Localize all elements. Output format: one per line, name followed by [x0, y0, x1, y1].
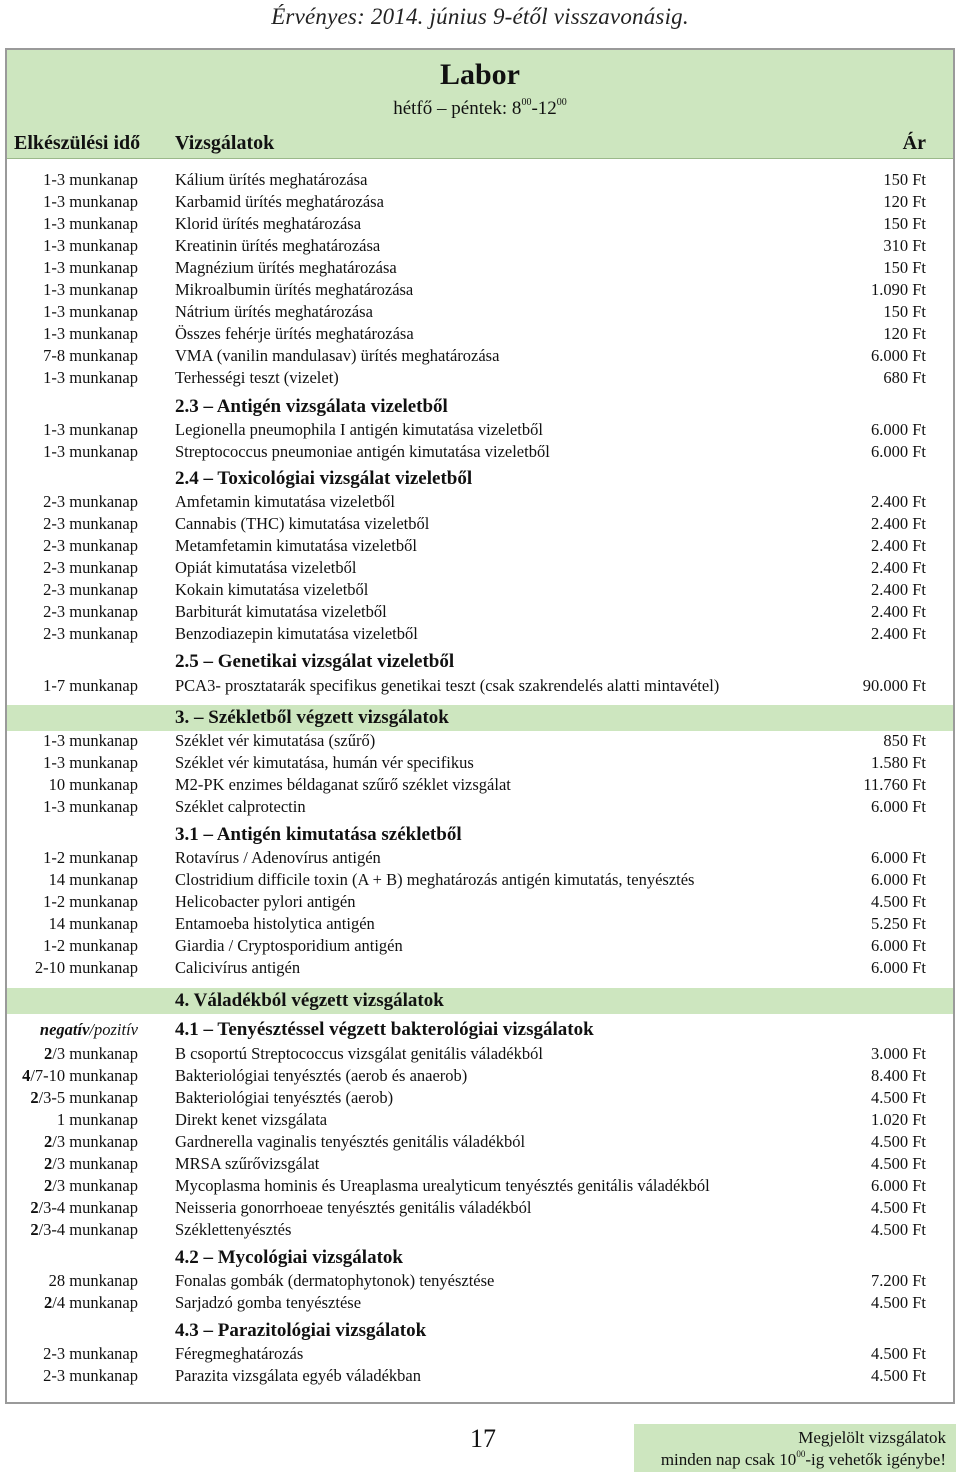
test-price: 1.580 Ft	[870, 753, 926, 772]
test-price: 4.500 Ft	[870, 1366, 926, 1385]
table-row	[0, 796, 960, 818]
test-price: 2.400 Ft	[870, 580, 926, 599]
test-price: 6.000 Ft	[870, 958, 926, 977]
turnaround-time: 1-3 munkanap	[43, 797, 138, 816]
table-row	[0, 169, 960, 191]
table-row	[0, 1153, 960, 1175]
table-row	[0, 1065, 960, 1087]
test-name: Kreatinin ürítés meghatározása	[175, 236, 381, 255]
section-title: 4.2 – Mycológiai vizsgálatok	[175, 1247, 403, 1268]
test-price: 2.400 Ft	[870, 492, 926, 511]
turnaround-time: 14 munkanap	[48, 870, 138, 889]
table-row	[0, 1292, 960, 1314]
turnaround-time: 1-3 munkanap	[43, 214, 138, 233]
turnaround-positive: 1 munkanap	[56, 1110, 138, 1129]
turnaround-positive: /3-4 munkanap	[38, 1220, 138, 1239]
turnaround-time: 1-3 munkanap	[43, 236, 138, 255]
turnaround-time	[49, 1270, 138, 1292]
test-name: Magnézium ürítés meghatározása	[175, 258, 397, 277]
table-row	[0, 869, 960, 891]
test-price: 1.020 Ft	[870, 1110, 926, 1129]
table-row	[0, 557, 960, 579]
test-price: 4.500 Ft	[870, 1132, 926, 1151]
column-header-test: Vizsgálatok	[175, 132, 275, 154]
column-header-price: Ár	[902, 132, 926, 154]
table-row	[0, 957, 960, 979]
table-row	[0, 257, 960, 279]
test-price: 4.500 Ft	[870, 1344, 926, 1363]
legend-negative: negatív	[39, 1020, 90, 1039]
test-price: 11.760 Ft	[863, 775, 926, 794]
turnaround-time: 10 munkanap	[48, 775, 138, 794]
test-name: MRSA szűrővizsgálat	[175, 1154, 320, 1173]
turnaround-negative: 2	[30, 1198, 39, 1217]
table-row	[0, 752, 960, 774]
test-name: Bakteriológiai tenyésztés (aerob)	[175, 1088, 394, 1107]
test-name: Terhességi teszt (vizelet)	[175, 368, 339, 387]
turnaround-time: 1-2 munkanap	[43, 936, 138, 955]
test-price: 6.000 Ft	[870, 420, 926, 439]
turnaround-time: 1-3 munkanap	[43, 280, 138, 299]
turnaround-time	[44, 1153, 138, 1175]
turnaround-time: 1-2 munkanap	[43, 848, 138, 867]
table-row	[0, 213, 960, 235]
test-name: Klorid ürítés meghatározása	[175, 214, 362, 233]
table-row	[0, 1365, 960, 1387]
table-row	[0, 491, 960, 513]
turnaround-time: 2-3 munkanap	[43, 602, 138, 621]
turnaround-time: 2-3 munkanap	[43, 492, 138, 511]
turnaround-time: 1-3 munkanap	[43, 324, 138, 343]
turnaround-time	[44, 1131, 138, 1153]
test-name: Amfetamin kimutatása vizeletből	[175, 492, 395, 511]
test-price: 150 Ft	[883, 258, 926, 277]
test-price: 4.500 Ft	[870, 1154, 926, 1173]
test-price: 6.000 Ft	[870, 797, 926, 816]
table-row	[0, 847, 960, 869]
test-name: Barbiturát kimutatása vizeletből	[175, 602, 387, 621]
validity-note: Érvényes: 2014. június 9-étől visszavonásig.	[271, 4, 689, 29]
test-name: Mikroalbumin ürítés meghatározása	[175, 280, 414, 299]
turnaround-positive: /3 munkanap	[52, 1154, 138, 1173]
test-name: Nátrium ürítés meghatározása	[175, 302, 373, 321]
test-name: Entamoeba histolytica antigén	[175, 914, 375, 933]
test-name: PCA3- prosztatarák specifikus genetikai teszt (csak szakrendelés alatti mintavétel)	[175, 676, 720, 695]
test-name: Benzodiazepin kimutatása vizeletből	[175, 624, 418, 643]
test-price: 1.090 Ft	[870, 280, 926, 299]
test-price: 150 Ft	[883, 214, 926, 233]
turnaround-time	[30, 1197, 138, 1219]
footer-note-line2: minden nap csak $10^{00}-ig$ vehetők igénybe!	[660, 1449, 946, 1469]
turnaround-positive: /3-5 munkanap	[38, 1088, 138, 1107]
turnaround-time: 2-3 munkanap	[43, 580, 138, 599]
turnaround-time: 2-3 munkanap	[43, 1366, 138, 1385]
test-name: Parazita vizsgálata egyéb váladékban	[175, 1366, 422, 1385]
test-name: Streptococcus pneumoniae antigén kimutatása vizeletből	[175, 442, 550, 461]
test-name: Sarjadzó gomba tenyésztése	[175, 1293, 362, 1312]
test-price: 4.500 Ft	[870, 1220, 926, 1239]
table-row	[0, 513, 960, 535]
test-price: 5.250 Ft	[870, 914, 926, 933]
test-price: 7.200 Ft	[870, 1271, 926, 1290]
test-name: Összes fehérje ürítés meghatározása	[175, 324, 414, 343]
test-name: Mycoplasma hominis és Ureaplasma urealyticum tenyésztés genitális váladékból	[175, 1176, 710, 1195]
test-price: 310 Ft	[883, 236, 926, 255]
turnaround-negative: 2	[30, 1220, 39, 1239]
table-row	[0, 891, 960, 913]
table-row	[0, 601, 960, 623]
test-name: Clostridium difficile toxin (A + B) meghatározás antigén kimutatás, tenyésztés	[175, 870, 695, 889]
section-title: 3. – Székletből végzett vizsgálatok	[175, 707, 449, 728]
section-title: 2.5 – Genetikai vizsgálat vizeletből	[175, 651, 455, 672]
table-row	[0, 1270, 960, 1292]
test-name: Féregmeghatározás	[175, 1344, 304, 1363]
turnaround-time	[44, 1175, 138, 1197]
test-name: Calicivírus antigén	[175, 958, 301, 977]
test-name: Széklet calprotectin	[175, 797, 306, 816]
table-row	[0, 913, 960, 935]
test-name: Fonalas gombák (dermatophytonok) tenyésztése	[175, 1271, 495, 1290]
turnaround-time: 2-3 munkanap	[43, 558, 138, 577]
turnaround-negative: 2	[44, 1176, 53, 1195]
table-row	[0, 345, 960, 367]
test-price: 2.400 Ft	[870, 624, 926, 643]
test-price: 4.500 Ft	[870, 1088, 926, 1107]
turnaround-time: 1-3 munkanap	[43, 420, 138, 439]
table-row	[0, 1043, 960, 1065]
test-price: 150 Ft	[883, 302, 926, 321]
test-price: 680 Ft	[883, 368, 926, 387]
table-row	[0, 1197, 960, 1219]
section-title: 4.1 – Tenyésztéssel végzett bakterológiai vizsgálatok	[175, 1019, 594, 1040]
table-row	[0, 1131, 960, 1153]
test-name: M2-PK enzimes béldaganat szűrő széklet vizsgálat	[175, 775, 511, 794]
table-row	[0, 1219, 960, 1241]
section-band	[7, 705, 953, 731]
turnaround-time	[57, 1109, 138, 1131]
test-price: 850 Ft	[883, 731, 926, 750]
turnaround-time: 1-3 munkanap	[43, 170, 138, 189]
test-price: 2.400 Ft	[870, 558, 926, 577]
test-name: Opiát kimutatása vizeletből	[175, 558, 357, 577]
test-name: Giardia / Cryptosporidium antigén	[175, 936, 403, 955]
table-row	[0, 623, 960, 645]
test-price: 120 Ft	[883, 192, 926, 211]
table-row	[0, 323, 960, 345]
test-price: 6.000 Ft	[870, 1176, 926, 1195]
table-row	[0, 301, 960, 323]
column-header-time: Elkészülési idő	[14, 132, 141, 154]
table-row	[0, 535, 960, 557]
turnaround-time: 1-2 munkanap	[43, 892, 138, 911]
table-row	[0, 1343, 960, 1365]
table-row	[0, 279, 960, 301]
test-price: 150 Ft	[883, 170, 926, 189]
page-title: Labor	[439, 58, 520, 91]
test-name: Kokain kimutatása vizeletből	[175, 580, 369, 599]
test-name: Legionella pneumophila I antigén kimutatása vizeletből	[175, 420, 543, 439]
turnaround-time	[30, 1219, 138, 1241]
test-price: 3.000 Ft	[870, 1044, 926, 1063]
test-name: Széklet vér kimutatása, humán vér specifikus	[175, 753, 474, 772]
turnaround-negative: 2	[30, 1088, 39, 1107]
test-price: 6.000 Ft	[870, 442, 926, 461]
test-name: Gardnerella vaginalis tenyésztés genitális váladékból	[175, 1132, 526, 1151]
turnaround-negative: 2	[44, 1154, 53, 1173]
test-price: 6.000 Ft	[870, 346, 926, 365]
test-name: Rotavírus / Adenovírus antigén	[175, 848, 381, 867]
turnaround-time	[44, 1292, 138, 1314]
section-title: 2.4 – Toxicológiai vizsgálat vizeletből	[175, 468, 473, 489]
test-name: Cannabis (THC) kimutatása vizeletből	[175, 514, 430, 533]
page-number: 17	[470, 1424, 496, 1453]
test-name: Bakteriológiai tenyésztés (aerob és anaerob)	[175, 1066, 468, 1085]
legend-positive: /pozitív	[89, 1020, 138, 1039]
turnaround-time	[22, 1065, 138, 1087]
turnaround-time: 1-3 munkanap	[43, 731, 138, 750]
test-name: Helicobacter pylori antigén	[175, 892, 356, 911]
test-price: 2.400 Ft	[870, 514, 926, 533]
turnaround-positive: /3 munkanap	[52, 1044, 138, 1063]
test-name: Neisseria gonorrhoeae tenyésztés genitális váladékból	[175, 1198, 532, 1217]
test-name: B csoportú Streptococcus vizsgálat genitális váladékból	[175, 1044, 543, 1063]
table-row	[0, 1087, 960, 1109]
turnaround-positive: /7-10 munkanap	[30, 1066, 138, 1085]
turnaround-time: 14 munkanap	[48, 914, 138, 933]
test-price: 4.500 Ft	[870, 1198, 926, 1217]
test-name: Kálium ürítés meghatározása	[175, 170, 368, 189]
turnaround-positive: 28 munkanap	[48, 1271, 138, 1290]
test-price: 6.000 Ft	[870, 870, 926, 889]
turnaround-time: 1-3 munkanap	[43, 302, 138, 321]
table-row	[0, 675, 960, 697]
turnaround-time: 7-8 munkanap	[43, 346, 138, 365]
test-price: 4.500 Ft	[870, 1293, 926, 1312]
turnaround-positive: /3 munkanap	[52, 1176, 138, 1195]
section-title: 2.3 – Antigén vizsgálata vizeletből	[175, 396, 448, 417]
turnaround-negative: 4	[22, 1066, 31, 1085]
section-title: 4. Váladékból végzett vizsgálatok	[175, 990, 444, 1011]
table-row	[0, 1109, 960, 1131]
section-title: 4.3 – Parazitológiai vizsgálatok	[175, 1320, 427, 1341]
test-price: 4.500 Ft	[870, 892, 926, 911]
test-name: Metamfetamin kimutatása vizeletből	[175, 536, 417, 555]
table-row	[0, 1175, 960, 1197]
section-band	[7, 988, 953, 1014]
turnaround-time: 1-3 munkanap	[43, 368, 138, 387]
table-row	[0, 935, 960, 957]
turnaround-time: 2-10 munkanap	[34, 958, 138, 977]
turnaround-positive: /3-4 munkanap	[38, 1198, 138, 1217]
turnaround-time: 1-3 munkanap	[43, 442, 138, 461]
test-name: Széklettenyésztés	[175, 1220, 292, 1239]
turnaround-negative: 2	[44, 1044, 53, 1063]
test-price: 120 Ft	[883, 324, 926, 343]
table-row	[0, 419, 960, 441]
legend-negative-positive	[40, 1020, 138, 1040]
turnaround-time	[30, 1087, 138, 1109]
test-name: Direkt kenet vizsgálata	[175, 1110, 328, 1129]
table-row	[0, 367, 960, 389]
turnaround-time: 2-3 munkanap	[43, 624, 138, 643]
test-price: 90.000 Ft	[862, 676, 926, 695]
test-name: Széklet vér kimutatása (szűrő)	[175, 731, 376, 750]
turnaround-time: 1-7 munkanap	[43, 676, 138, 695]
turnaround-time: 2-3 munkanap	[43, 1344, 138, 1363]
test-price: 6.000 Ft	[870, 936, 926, 955]
table-row	[0, 441, 960, 463]
test-price: 6.000 Ft	[870, 848, 926, 867]
turnaround-time: 1-3 munkanap	[43, 258, 138, 277]
test-name: Karbamid ürítés meghatározása	[175, 192, 384, 211]
opening-hours: hétfő – péntek: $8^{00}-12^{00}$	[393, 97, 567, 119]
test-price: 8.400 Ft	[870, 1066, 926, 1085]
test-price: 2.400 Ft	[870, 602, 926, 621]
table-row	[0, 191, 960, 213]
table-row	[0, 579, 960, 601]
table-row	[0, 774, 960, 796]
turnaround-time: 2-3 munkanap	[43, 536, 138, 555]
turnaround-time: 1-3 munkanap	[43, 192, 138, 211]
turnaround-time: 2-3 munkanap	[43, 514, 138, 533]
section-title: 3.1 – Antigén kimutatása székletből	[175, 824, 462, 845]
test-name: VMA (vanilin mandulasav) ürítés meghatározása	[175, 346, 500, 365]
turnaround-positive: /4 munkanap	[52, 1293, 138, 1312]
table-row	[0, 730, 960, 752]
test-price: 2.400 Ft	[870, 536, 926, 555]
turnaround-positive: /3 munkanap	[52, 1132, 138, 1151]
footer-note	[634, 1424, 956, 1472]
turnaround-negative: 2	[44, 1132, 53, 1151]
turnaround-negative: 2	[44, 1293, 53, 1312]
table-row	[0, 235, 960, 257]
turnaround-time: 1-3 munkanap	[43, 753, 138, 772]
turnaround-time	[44, 1043, 138, 1065]
footer-note-line1: Megjelölt vizsgálatok	[798, 1428, 946, 1447]
